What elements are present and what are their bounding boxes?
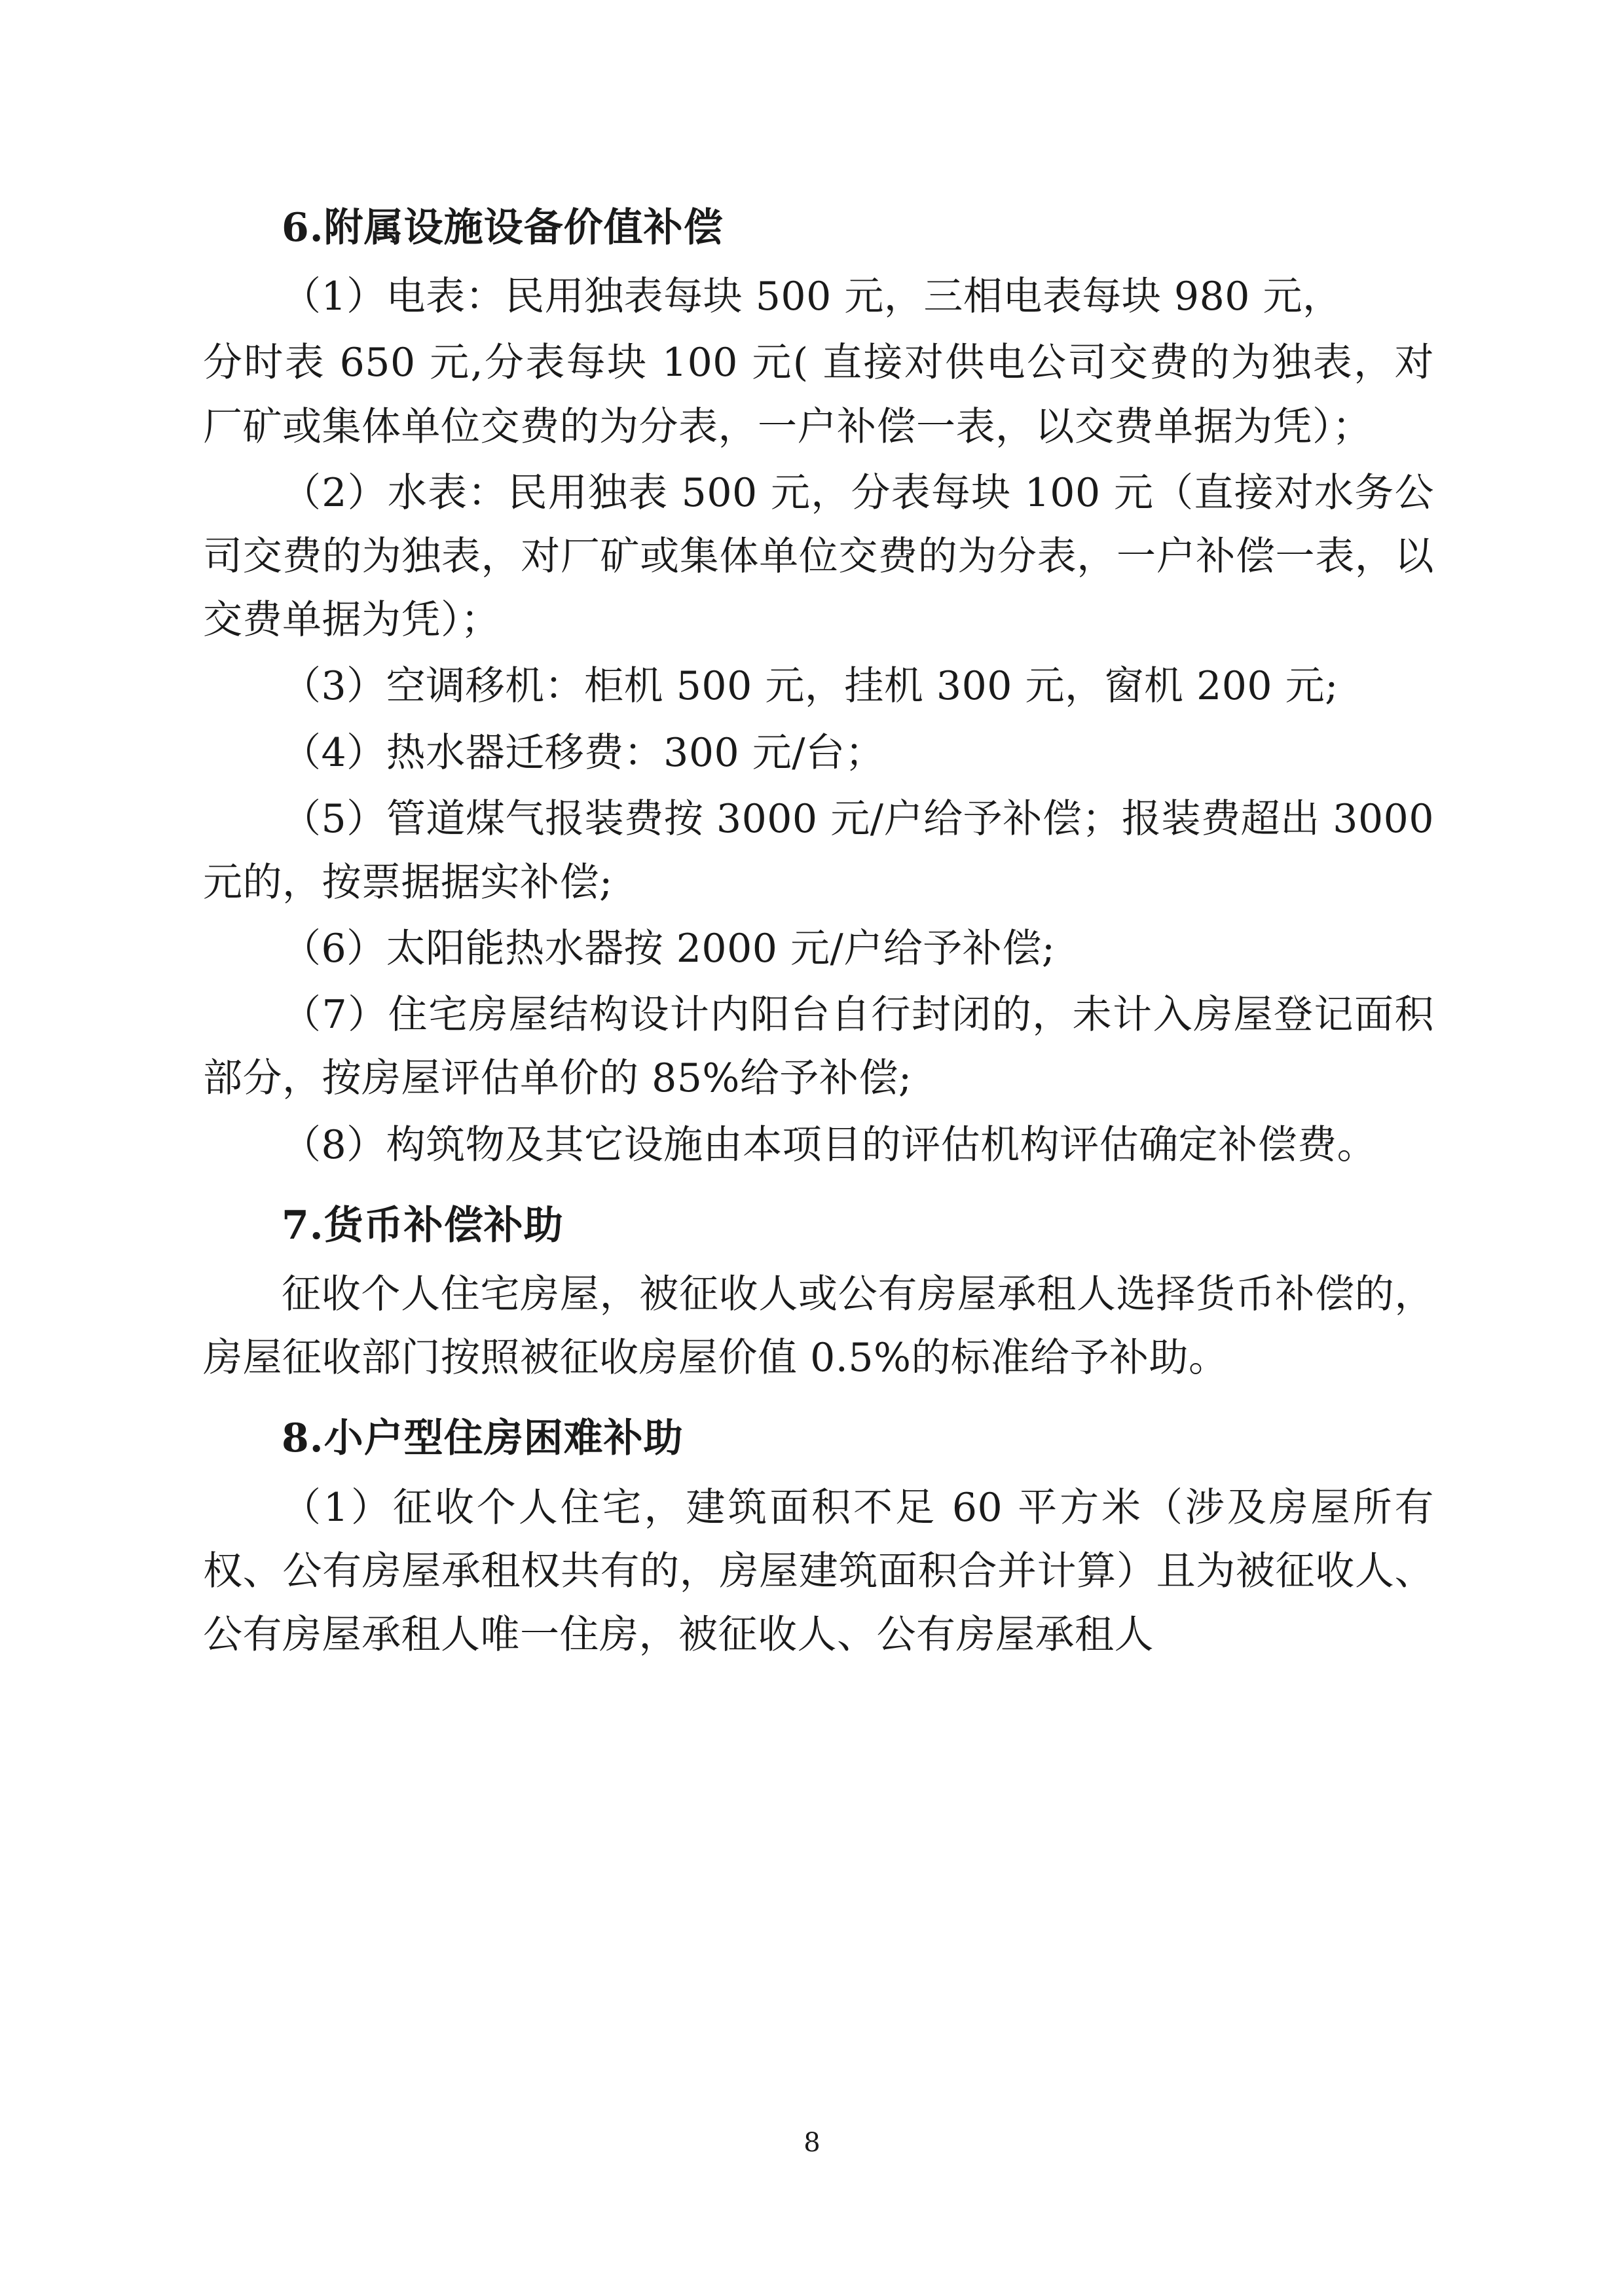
paragraph-item-2: （2）水表：民用独表 500 元，分表每块 100 元（直接对水务公司交费的为独表，对厂矿或集体单位交费的为分表，一户补偿一表，以交费单据为凭）； <box>203 469 1434 644</box>
section-heading-8: 8.小户型住房困难补助 <box>282 1415 684 1462</box>
paragraph-item-5: （5）管道煤气报装费按 3000 元/户给予补偿；报装费超出 3000 元的，按票据据实补偿; <box>203 795 1434 905</box>
paragraph-item-6: （6）太阳能热水器按 2000 元/户给予补偿; <box>282 926 1056 972</box>
paragraph-section-7-body: 征收个人住宅房屋，被征收人或公有房屋承租人选择货币补偿的，房屋征收部门按照被征收房屋价值 0.5%的标准给予补助。 <box>203 1271 1434 1381</box>
paragraph-item-8: （8）构筑物及其它设施由本项目的评估机构评估确定补偿费。 <box>282 1121 1377 1168</box>
paragraph-item-1: （1）电表：民用独表每块 500 元，三相电表每块 980 元， <box>282 274 1342 320</box>
document-body <box>203 196 1434 1667</box>
paragraph-item-7: （7）住宅房屋结构设计内阳台自行封闭的，未计入房屋登记面积部分，按房屋评估单价的 85%给予补偿; <box>203 992 1434 1102</box>
section-heading-6: 6.附属设施设备价值补偿 <box>282 205 724 251</box>
paragraph-section-8-item-1: （1）征收个人住宅，建筑面积不足 60 平方米（涉及房屋所有权、公有房屋承租权共有的，房屋建筑面积合并计算）且为被征收人、公有房屋承租人唯一住房，被征收人、公有房屋承租人 <box>203 1484 1434 1658</box>
section-heading-7: 7.货币补偿补助 <box>282 1202 564 1248</box>
paragraph-item-1-continued: 分时表 650 元,分表每块 100 元( 直接对供电公司交费的为独表，对厂矿或集体单位交费的为分表，一户补偿一表，以交费单据为凭）； <box>203 340 1434 450</box>
page-number: 8 <box>803 2128 821 2158</box>
paragraph-item-3: （3）空调移机：柜机 500 元，挂机 300 元，窗机 200 元; <box>282 663 1338 710</box>
paragraph-item-4: （4）热水器迁移费：300 元/台； <box>282 729 885 776</box>
